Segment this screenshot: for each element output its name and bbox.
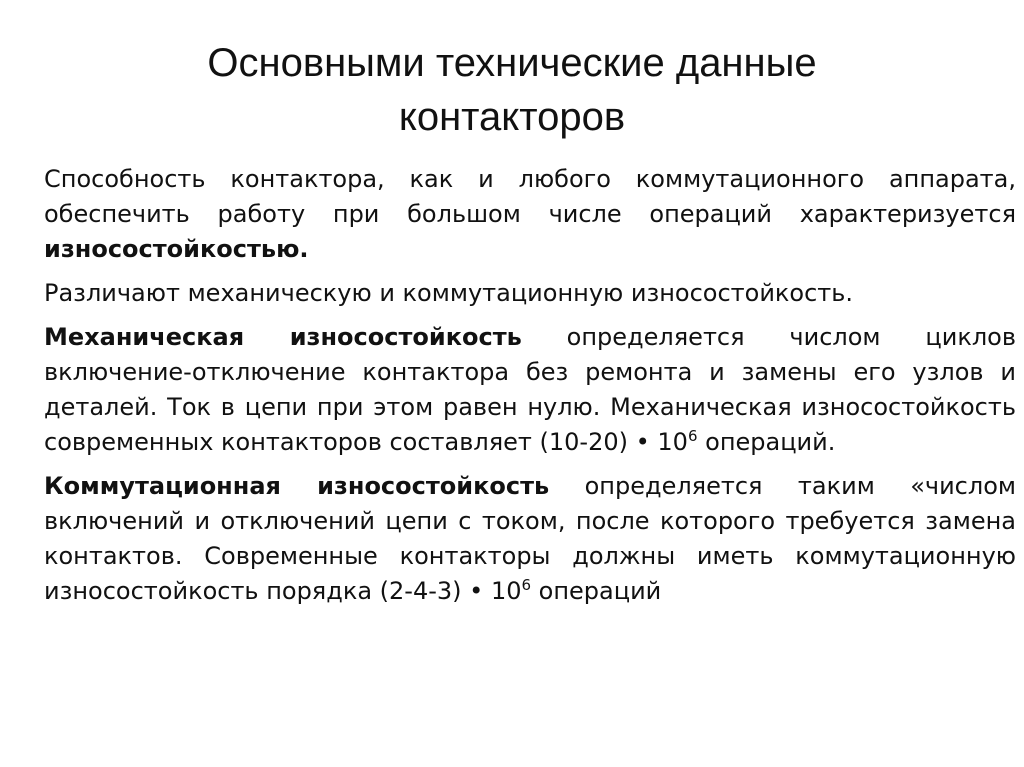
paragraph-text: Различают механическую и коммутационную износостойкость. <box>44 279 854 307</box>
bold-term: Коммутационная износостойкость <box>44 472 550 500</box>
exponent: 6 <box>521 576 532 594</box>
slide-body <box>44 162 1016 618</box>
paragraph-switching <box>44 469 1016 609</box>
title-line-2: контакторов <box>398 95 626 139</box>
paragraph-mechanical <box>44 320 1016 460</box>
slide-title <box>60 36 964 144</box>
title-line-1: Основными технические данные <box>207 41 817 85</box>
bold-term: Механическая износостойкость <box>44 323 522 351</box>
paragraph-text: определяется таким «числом включений и отключений цепи с током, после которого требуется замена контактов. Современные контакторы должны иметь коммутационную износостойкость порядка (2-4-3) • 10 <box>44 472 1017 605</box>
paragraph-tail: операций. <box>697 428 836 456</box>
exponent: 6 <box>687 427 698 445</box>
paragraph-wear-resistance-intro <box>44 162 1016 267</box>
bold-term: износостойкостью. <box>44 235 309 263</box>
paragraph-tail: операций <box>531 577 662 605</box>
paragraph-text: определяется числом циклов включение-отключение контактора без ремонта и замены его узлов и деталей. Ток в цепи при этом равен нулю. Механическая износостойкость современных контакторов составляет (10-20) • 10 <box>44 323 1016 456</box>
paragraph-types <box>44 276 1016 311</box>
paragraph-text: Способность контактора, как и любого коммутационного аппарата, обеспечить работу при большом числе операций характеризуется <box>44 165 1016 228</box>
